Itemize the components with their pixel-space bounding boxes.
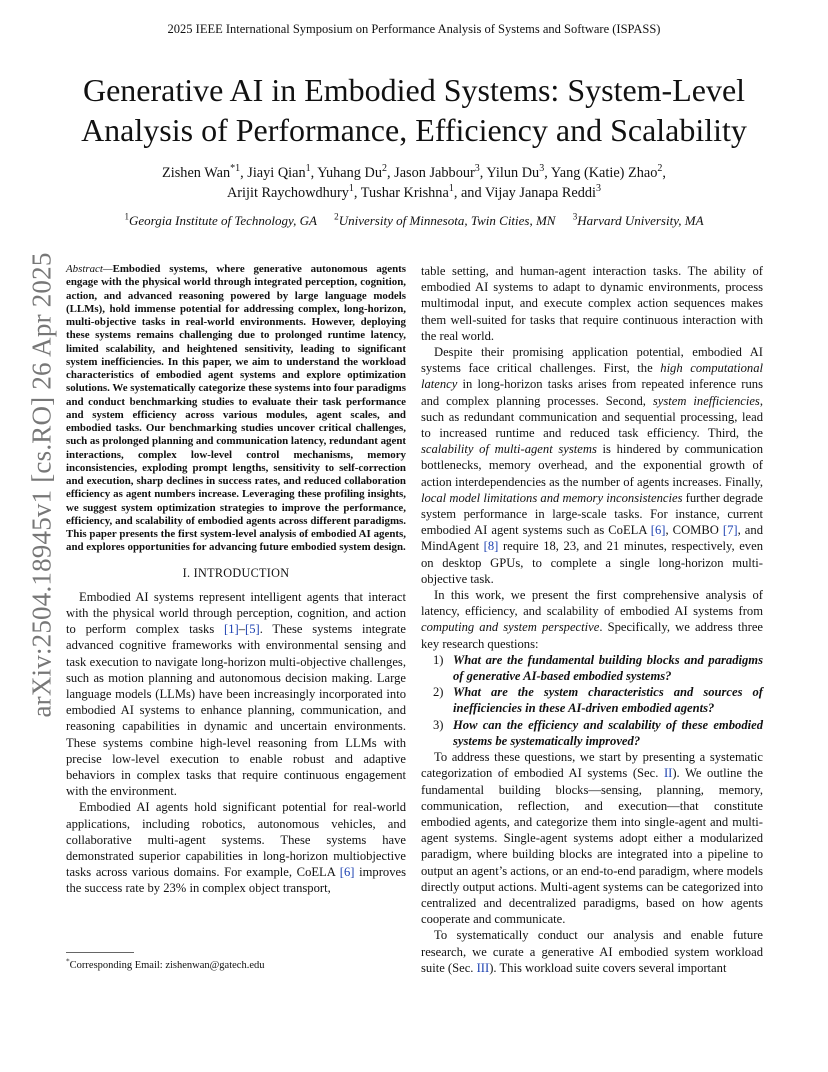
abstract [66, 263, 406, 555]
footnote: *Corresponding Email: zishenwan@gatech.edu [66, 956, 265, 971]
footnote-rule [66, 952, 134, 953]
affiliation-3: $^3$Harvard University, MA [572, 211, 704, 228]
affiliation-2: $^2$University of Minnesota, Twin Cities, MN [334, 211, 556, 228]
research-question-3: 3) How can the efficiency and scalability of these embodied systems be systematically improved? [433, 717, 763, 748]
intro-paragraph-5: In this work, we present the first comprehensive analysis of latency, efficiency, and scalability of embodied AI systems from computing and system perspective. Specifically, we address three key research questions: [421, 588, 764, 651]
citation-link[interactable]: [5] [245, 622, 260, 637]
section-link[interactable]: II [663, 766, 673, 781]
right-column [421, 263, 763, 976]
citation-link[interactable]: [6] [339, 865, 355, 880]
intro-paragraph-4: Despite their promising application potential, embodied AI systems face critical challenges. First, the high computational latency in long-horizon tasks arises from repeated inference runs and complex planning processes. Second, system inefficiencies, such as redundant communication and sequential processing, lead to increased runtime and reduced task efficiency. Third, the scalability of multi-agent systems is hindered by communication bottlenecks, memory overhead, and the exponential growth of action interdependencies as the number of agents increases. Finally, local model limitations and memory inconsistencies further degrade system performance in large-scale tasks. For instance, current embodied AI agent systems such as CoELA [6], COMBO [7], and MindAgent [8] require 18, 23, and 21 minutes, respectively, even on desktop GPUs, to complete a single long-horizon multi-objective task. [421, 345, 764, 586]
abstract-text: Embodied systems, where generative autonomous agents engage with the physical world through integrated perception, cognition, action, and advanced reasoning powered by large language models (LLMs), hold immense potential for addressing complex, long-horizon, multi-objective tasks in real-world environments. However, deploying these systems remains challenging due to prolonged runtime latency, limited scalability, and heightened sensitivity, leading to significant system inefficiencies. In this paper, we aim to understand the workload characteristics of embodied agent systems and explore optimization solutions. We systematically categorize these systems into four paradigms and conduct benchmarking studies to evaluate their task performance and system efficiency across various modules, agent scales, and embodied tasks. Our benchmarking studies uncover critical challenges, such as prolonged planning and communication latency, redundant agent interactions, complex low-level control mechanisms, memory inconsistencies, exploding prompt lengths, sensitivity to self-correction and execution, sharp declines in success rates, and reduced collaboration efficiency as agent numbers increase. Leveraging these profiling insights, we suggest system optimization strategies to improve the performance, efficiency, and scalability of embodied agents across different paradigms. This paper presents the first system-level analysis of embodied AI agents, and explores opportunities for advancing future embodied system design. [66, 263, 407, 554]
affiliations [80, 213, 748, 229]
left-column [66, 263, 406, 897]
intro-paragraph-7: To systematically conduct our analysis and enable future research, we curate a generative AI embodied system workload suite (Sec. III). This workload suite covers several important [421, 928, 763, 975]
conference-header: 2025 IEEE International Symposium on Performance Analysis of Systems and Software (ISPASS) [167, 22, 661, 36]
research-question-1: 1) What are the fundamental building blocks and paradigms of generative AI-based embodied systems? [433, 652, 763, 684]
section-heading-introduction: I. INTRODUCTION [182, 565, 290, 580]
arxiv-stamp-column [22, 252, 62, 718]
paper-title [60, 70, 768, 150]
intro-paragraph-2: Embodied AI agents hold significant potential for real-world applications, including robotics, autonomous vehicles, and collaborative multi-agent systems. These systems have demonstrated superior capabilities in long-horizon multiobjective tasks across various domains. For example, CoELA [6] improves the success rate by 23% in complex object transport, [66, 800, 406, 896]
intro-paragraph-6: To address these questions, we start by presenting a systematic categorization of embodied AI systems (Sec. II). We outline the fundamental building blocks—sensing, planning, memory, communication, reflection, and execution—that constitute embodied agents, and categorize them into single-agent and multi-agent systems. Single-agent systems adopt either a modularized paradigm, where building blocks are integrated into a pipeline to output an agent’s actions, or an end-to-end paradigm, where models directly output actions. Multi-agent systems can be categorized into centralized and decentralized paradigms, based on how agents cooperate and communicate. [421, 750, 763, 927]
citation-link[interactable]: [1] [224, 622, 239, 637]
affiliation-1: $^1$Georgia Institute of Technology, GA [124, 211, 317, 228]
research-question-2: 2) What are the system characteristics and sources of inefficiencies in these AI-driven embodied agents? [433, 685, 763, 716]
title-line-1: Generative AI in Embodied Systems: System-Level [82, 72, 746, 108]
intro-paragraph-1: Embodied AI systems represent intelligent agents that interact with the physical world through perception, cognition, and action to perform complex tasks [1]–[5]. These systems integrate advanced cognitive frameworks with environmental sensing and task execution to navigate long-horizon multi-objective challenges, such as motion planning and autonomous decision making. Large language models (LLMs) have been increasingly incorporated into embodied AI systems to enhance planning, communication, and reasoning capabilities in dynamic and uncertain environments. These systems combine high-level reasoning from LLMs with precise low-level execution to enable robust and adaptive behaviors in complex tasks that require continuous engagement with the environment. [66, 589, 406, 799]
title-line-2: Analysis of Performance, Efficiency and Scalability [81, 112, 747, 148]
authors-line-2: Arijit Raychowdhury$^1$, Tushar Krishna$^1$, and Vijay Janapa Reddi$^3$ [226, 183, 602, 201]
citation-link[interactable]: [6] [650, 523, 666, 538]
section-link[interactable]: III [476, 960, 490, 975]
authors-line-1: Zishen Wan$^{*1}$, Jiayi Qian$^1$, Yuhang Du$^2$, Jason Jabbour$^3$, Yilun Du$^3$, Yang (Katie) Zhao$^2$, [162, 163, 666, 181]
author-list [90, 163, 738, 203]
intro-paragraph-3: table setting, and human-agent interaction tasks. The ability of embodied AI systems to adapt to dynamic environments, process multimodal input, and execute complex action sequences makes them well-suited for tasks that require continuous interaction with the real world. [421, 264, 763, 343]
citation-link[interactable]: [8] [483, 539, 499, 554]
abstract-lead: Abstract— [66, 263, 113, 275]
arxiv-stamp: arXiv:2504.18945v1 [cs.RO] 26 Apr 2025 [26, 252, 57, 718]
citation-link[interactable]: [7] [722, 523, 738, 538]
